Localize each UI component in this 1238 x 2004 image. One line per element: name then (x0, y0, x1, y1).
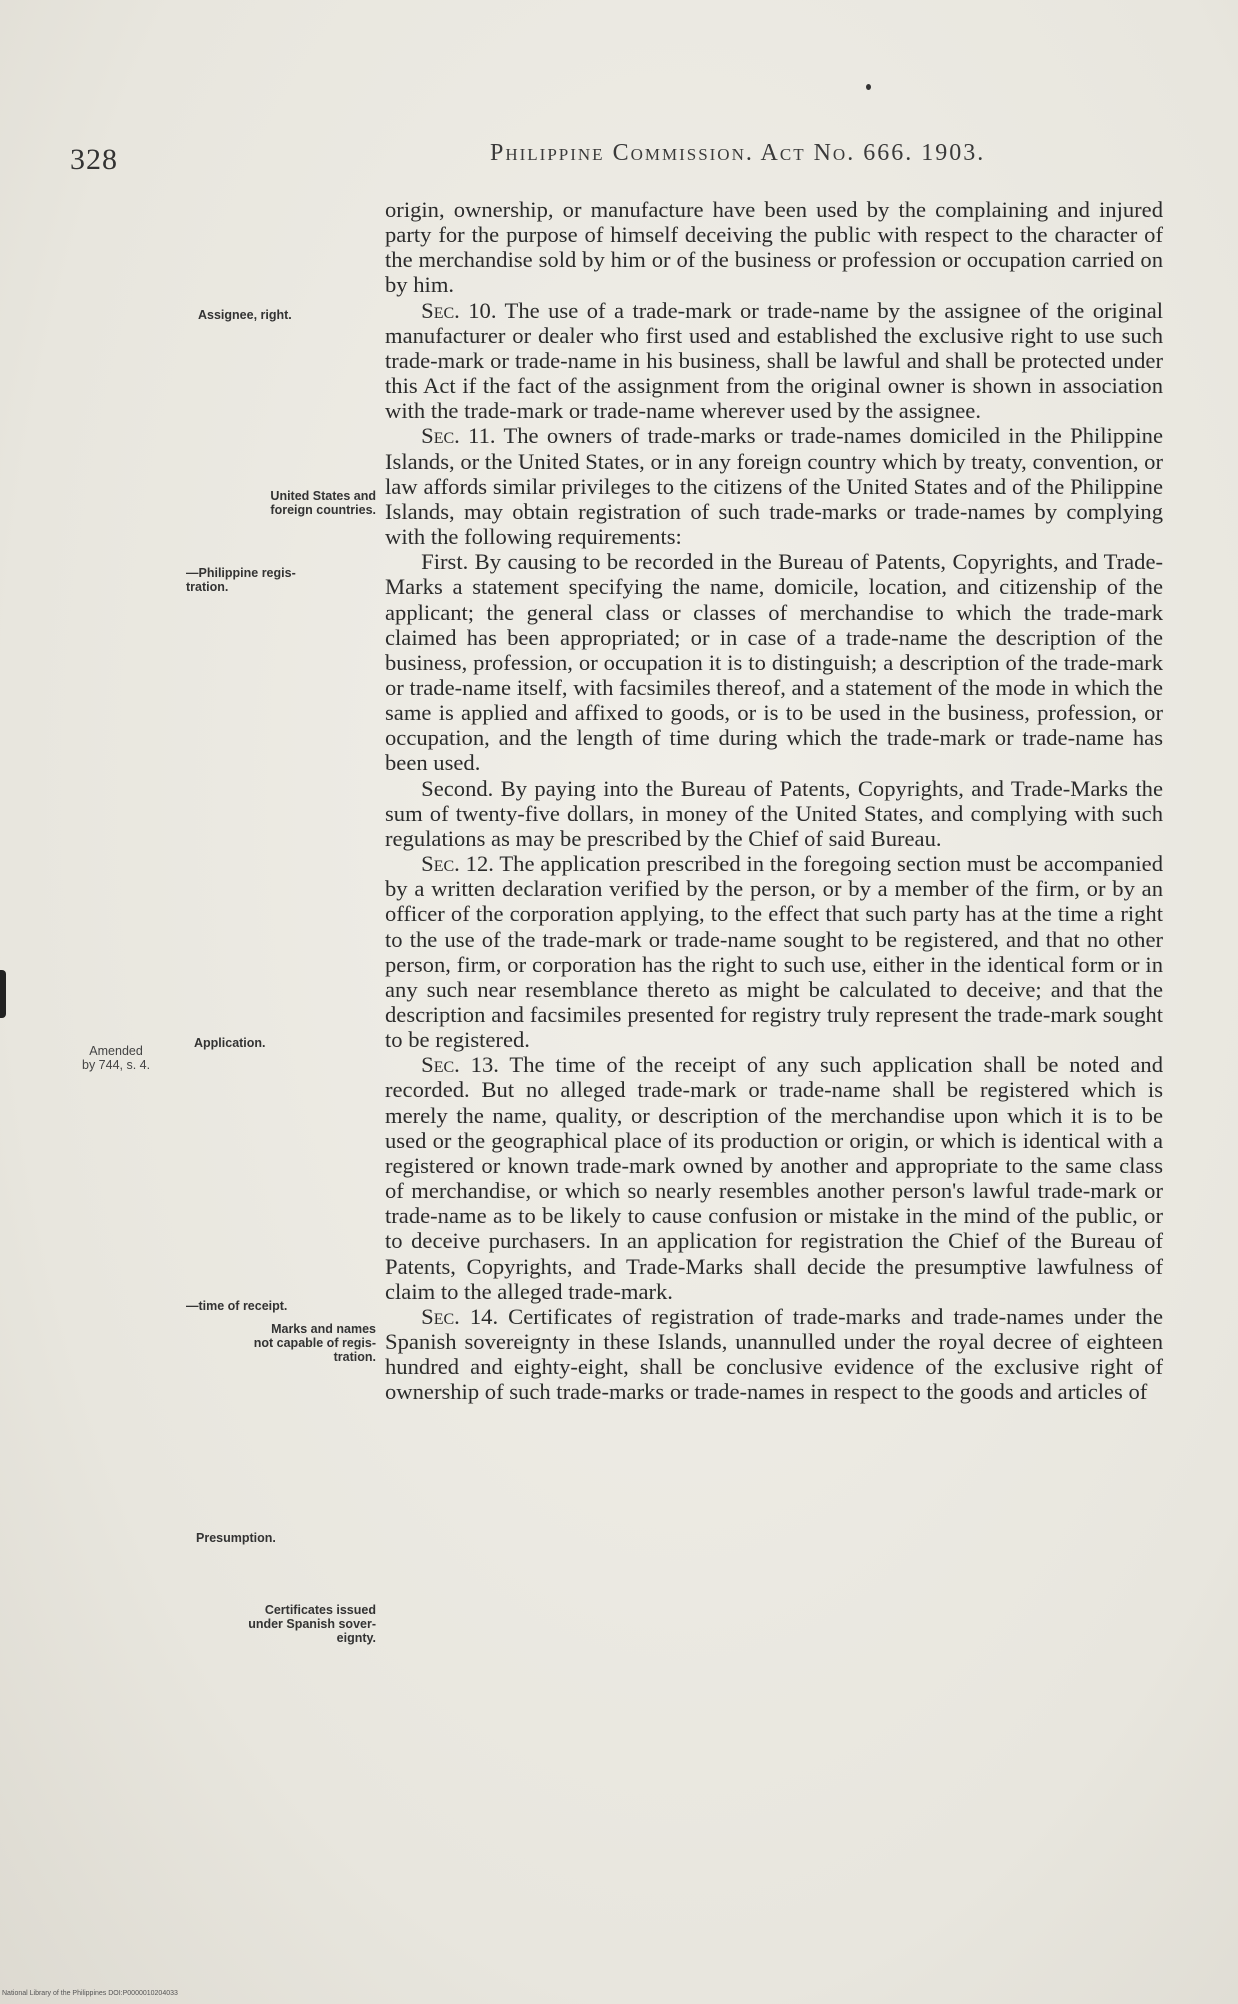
section-12 (385, 851, 1163, 1052)
section-label: Sec. 11. (421, 423, 496, 449)
margin-note-assignee: Assignee, right. (198, 308, 292, 322)
requirement-second: Second. By paying into the Bureau of Patents, Copyrights, and Trade-Marks the sum of twenty-five dollars, in money of the United States, and complying with such regulations as may be prescribed by the Chief of said Bureau. (385, 775, 1163, 851)
section-text: The use of a trade-mark or trade-name by the assignee of the original manufacturer or dealer who first used and established the exclusive right to use such trade-mark or trade-name in his business, shall be lawful and shall be protected under this Act if the fact of the assignment from the original owner is shown in association with the trade-mark or trade-name wherever used by the assignee. (385, 297, 1163, 424)
requirement-first: First. By causing to be recorded in the Bureau of Patents, Copyrights, and Trade-Marks a statement specifying the name, domicile, location, and citizenship of the applicant; the general class or classes of merchandise to which the trade-mark claimed has been appropriated; or in case of a trade-name the description of the business, profession, or occupation it is to distinguish; a description of the trade-mark or trade-name itself, with facsimiles thereof, and a statement of the mode in which the same is applied and affixed to goods, or is to be used in the business, profession, or occupation, and the length of time during which the trade-mark or trade-name has been used. (385, 549, 1163, 776)
body-text (385, 197, 1163, 1405)
section-text: The time of the receipt of any such application shall be noted and recorded. But no alleged trade-mark or trade-name shall be registered which is merely the name, quality, or description of the merchandise upon which it is to be used or the geographical place of its production or origin, or which is identical with a registered or known trade-mark owned by another and appropriate to the same class of merchandise, or which so nearly resembles another person's lawful trade-mark or trade-name as to be likely to cause confusion or mistake in the mind of the public, or to deceive purchasers. In an application for registration the Chief of the Bureau of Patents, Copyrights, and Trade-Marks shall decide the presumptive lawfulness of claim to the alleged trade-mark. (385, 1052, 1163, 1304)
section-11 (385, 423, 1163, 549)
section-label: Sec. 10. (421, 297, 497, 323)
section-13 (385, 1052, 1163, 1304)
section-label: Sec. 13. (421, 1052, 499, 1078)
section-label: Sec. 12. (421, 851, 494, 877)
margin-note-presumption: Presumption. (196, 1531, 276, 1545)
margin-note-us-foreign: United States and foreign countries. (270, 489, 376, 517)
ink-dot (866, 84, 871, 90)
section-text: The owners of trade-marks or trade-names domiciled in the Philippine Islands, or the United States, or in any foreign country which by treaty, convention, or law affords similar privileges to the citizens of the United States and of the Philippine Islands, may obtain registration of such trade-marks or trade-names by complying with the following requirements: (385, 423, 1164, 550)
paragraph-continuation: origin, ownership, or manufacture have been used by the complaining and injured party for the purpose of himself deceiving the public with respect to the character of the merchandise sold by him or of the business or profession or occupation carried on by him. (385, 197, 1163, 298)
margin-note-marks-names: Marks and names not capable of regis- tration. (253, 1322, 376, 1364)
margin-note-phil-registration: —Philippine regis- tration. (186, 566, 296, 594)
page-number: 328 (70, 143, 118, 176)
margin-note-application: Application. (194, 1036, 266, 1050)
page-edge-mark (0, 970, 6, 1018)
margin-note-amended: Amended by 744, s. 4. (82, 1044, 151, 1072)
section-text: The application prescribed in the foregoing section must be accompanied by a written declaration verified by the person, or by a member of the firm, or by an officer of the corporation applying, to the effect that such party has at the time a right to the use of the trade-mark or trade-name sought to be registered, and that no other person, firm, or corporation has the right to such use, either in the identical form or in any such near resemblance thereto as might be calculated to deceive; and that the description and facsimiles presented for registry truly represent the trade-mark sought to be registered. (385, 851, 1163, 1053)
margin-note-certificates: Certificates issued under Spanish sover- eignty. (248, 1603, 376, 1645)
section-10 (385, 298, 1163, 424)
section-label: Sec. 14. (421, 1303, 499, 1329)
section-14 (385, 1304, 1163, 1405)
footer-credit: National Library of the Philippines DOI:P0000010204033 (2, 1990, 178, 1997)
running-head: Philippine Commission. Act No. 666. 1903. (490, 140, 986, 166)
margin-note-time-receipt: —time of receipt. (186, 1299, 288, 1313)
section-text: Certificates of registration of trade-marks and trade-names under the Spanish sovereignty in these Islands, unannulled under the royal decree of eighteen hundred and eighty-eight, shall be conclusive evidence of the exclusive right of ownership of such trade-marks or trade-names in respect to the goods and articles of (385, 1303, 1163, 1405)
